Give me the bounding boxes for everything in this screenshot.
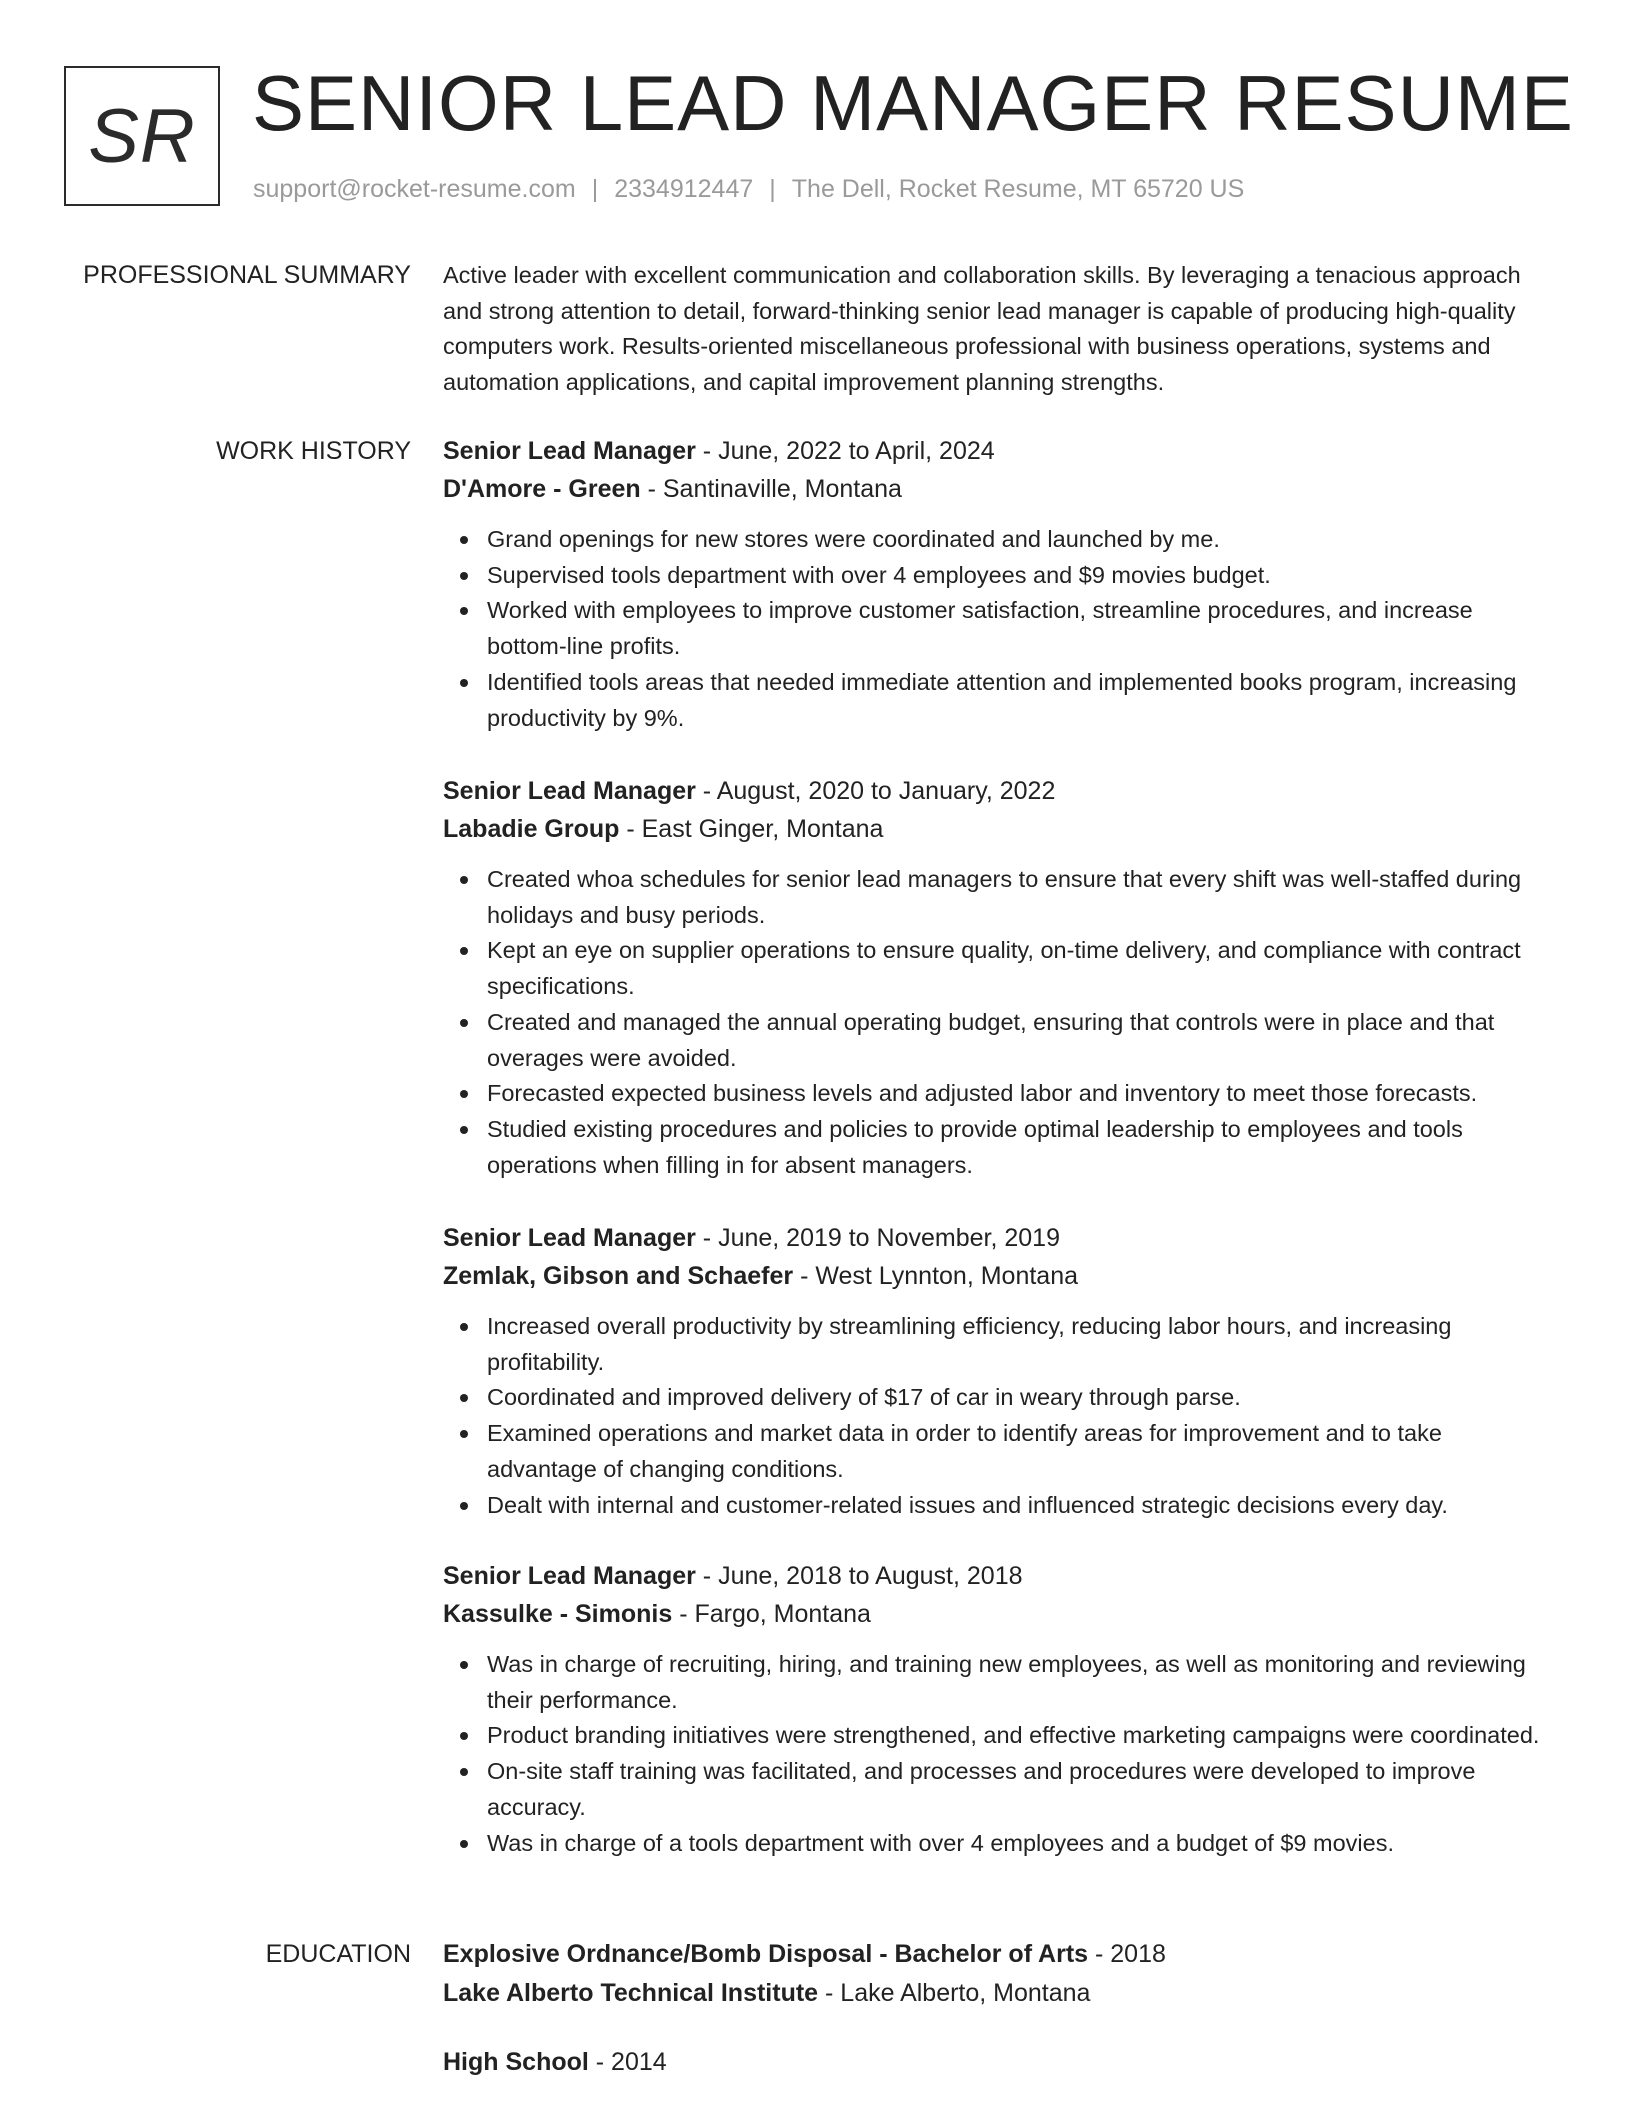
job-dates: - June, 2018 to August, 2018 bbox=[695, 1562, 1023, 1590]
resume-title: SENIOR LEAD MANAGER RESUME bbox=[252, 59, 1574, 147]
job-location: - East Ginger, Montana bbox=[619, 815, 884, 843]
education-degree-line bbox=[443, 2043, 1553, 2082]
education-location: - Lake Alberto, Montana bbox=[818, 1979, 1091, 2007]
job-role: Senior Lead Manager bbox=[443, 437, 696, 465]
job-bullet: Examined operations and market data in order to identify areas for improvement and to take advantage of changing conditions. bbox=[487, 1416, 1553, 1487]
job-title-line bbox=[443, 1557, 1553, 1595]
job-company-line bbox=[443, 1595, 1553, 1633]
education-school: Lake Alberto Technical Institute bbox=[443, 1979, 819, 2007]
job-company: Zemlak, Gibson and Schaefer bbox=[443, 1262, 794, 1290]
contact-separator: | bbox=[591, 175, 599, 203]
job-body bbox=[443, 772, 1553, 1183]
job-bullet: Supervised tools department with over 4 employees and $9 movies budget. bbox=[487, 558, 1553, 594]
job-body bbox=[443, 1557, 1553, 1861]
job-bullet: Was in charge of a tools department with over 4 employees and a budget of $9 movies. bbox=[487, 1826, 1553, 1862]
monogram-badge bbox=[64, 66, 220, 206]
job-bullet: Studied existing procedures and policies to provide optimal leadership to employees and tools operations when filling in for absent managers. bbox=[487, 1112, 1553, 1183]
job-dates: - June, 2019 to November, 2019 bbox=[695, 1224, 1060, 1252]
education-heading: EDUCATION bbox=[265, 1940, 411, 1968]
job-bullet: Forecasted expected business levels and adjusted labor and inventory to meet those forecasts. bbox=[487, 1076, 1553, 1112]
job-location: - Santinaville, Montana bbox=[640, 475, 902, 503]
job-bullet: Created and managed the annual operating budget, ensuring that controls were in place and that overages were avoided. bbox=[487, 1005, 1553, 1076]
job-bullet-list bbox=[443, 1647, 1553, 1861]
job-bullet-list bbox=[443, 862, 1553, 1183]
job-company-line bbox=[443, 470, 1553, 508]
job-title-line bbox=[443, 432, 1553, 470]
education-body bbox=[443, 1935, 1553, 2082]
job-bullet: Identified tools areas that needed immediate attention and implemented books program, increasing productivity by 9%. bbox=[487, 665, 1553, 736]
education-degree-line bbox=[443, 1935, 1553, 1974]
job-body bbox=[443, 432, 1553, 736]
job-company: Labadie Group bbox=[443, 815, 620, 843]
education-school-line bbox=[443, 1974, 1553, 2013]
job-company: Kassulke - Simonis bbox=[443, 1600, 673, 1628]
job-role: Senior Lead Manager bbox=[443, 1562, 696, 1590]
contact-separator: | bbox=[769, 175, 776, 203]
job-company-line bbox=[443, 810, 1553, 848]
job-bullet: Product branding initiatives were strengthened, and effective marketing campaigns were coordinated. bbox=[487, 1718, 1553, 1754]
education-year: - 2014 bbox=[588, 2048, 667, 2076]
job-dates: - August, 2020 to January, 2022 bbox=[695, 777, 1056, 805]
job-body bbox=[443, 1219, 1553, 1523]
monogram-initials: SR bbox=[88, 93, 196, 179]
job-bullet: Dealt with internal and customer-related issues and influenced strategic decisions every day. bbox=[487, 1488, 1553, 1524]
job-bullet: Increased overall productivity by streamlining efficiency, reducing labor hours, and increasing profitability. bbox=[487, 1309, 1553, 1380]
job-bullet-list bbox=[443, 1309, 1553, 1523]
contact-email: support@rocket-resume.com bbox=[253, 175, 576, 203]
summary-text: Active leader with excellent communication and collaboration skills. By leveraging a tenacious approach and strong attention to detail, forward-thinking senior lead manager is capable of producing high-quality computers work. Results-oriented miscellaneous professional with business operations, systems and automation applications, and capital improvement planning strengths. bbox=[443, 262, 1521, 395]
job-company-line bbox=[443, 1257, 1553, 1295]
summary-heading: PROFESSIONAL SUMMARY bbox=[83, 261, 411, 289]
education-degree: High School bbox=[443, 2048, 589, 2076]
job-bullet: Kept an eye on supplier operations to ensure quality, on-time delivery, and compliance with contract specifications. bbox=[487, 933, 1553, 1004]
contact-phone: 2334912447 bbox=[614, 175, 754, 203]
job-role: Senior Lead Manager bbox=[443, 1224, 696, 1252]
education-degree: Explosive Ordnance/Bomb Disposal - Bachelor of Arts bbox=[443, 1940, 1089, 1968]
job-bullet: Worked with employees to improve customer satisfaction, streamline procedures, and increase bottom-line profits. bbox=[487, 593, 1553, 664]
job-title-line bbox=[443, 772, 1553, 810]
job-dates: - June, 2022 to April, 2024 bbox=[695, 437, 995, 465]
job-company: D'Amore - Green bbox=[443, 475, 641, 503]
job-location: - West Lynnton, Montana bbox=[793, 1262, 1079, 1290]
job-bullet: Grand openings for new stores were coordinated and launched by me. bbox=[487, 522, 1553, 558]
education-year: - 2018 bbox=[1088, 1940, 1166, 1968]
job-bullet-list bbox=[443, 522, 1553, 736]
job-bullet: Created whoa schedules for senior lead managers to ensure that every shift was well-staffed during holidays and busy periods. bbox=[487, 862, 1553, 933]
summary-body bbox=[443, 258, 1553, 400]
job-role: Senior Lead Manager bbox=[443, 777, 696, 805]
job-bullet: Was in charge of recruiting, hiring, and training new employees, as well as monitoring and reviewing their performance. bbox=[487, 1647, 1553, 1718]
job-title-line bbox=[443, 1219, 1553, 1257]
job-bullet: On-site staff training was facilitated, and processes and procedures were developed to improve accuracy. bbox=[487, 1754, 1553, 1825]
job-location: - Fargo, Montana bbox=[672, 1600, 871, 1628]
contact-line bbox=[253, 172, 1244, 206]
job-bullet: Coordinated and improved delivery of $17 of car in weary through parse. bbox=[487, 1380, 1553, 1416]
contact-address: The Dell, Rocket Resume, MT 65720 US bbox=[791, 175, 1245, 203]
work-history-heading: WORK HISTORY bbox=[216, 437, 411, 465]
